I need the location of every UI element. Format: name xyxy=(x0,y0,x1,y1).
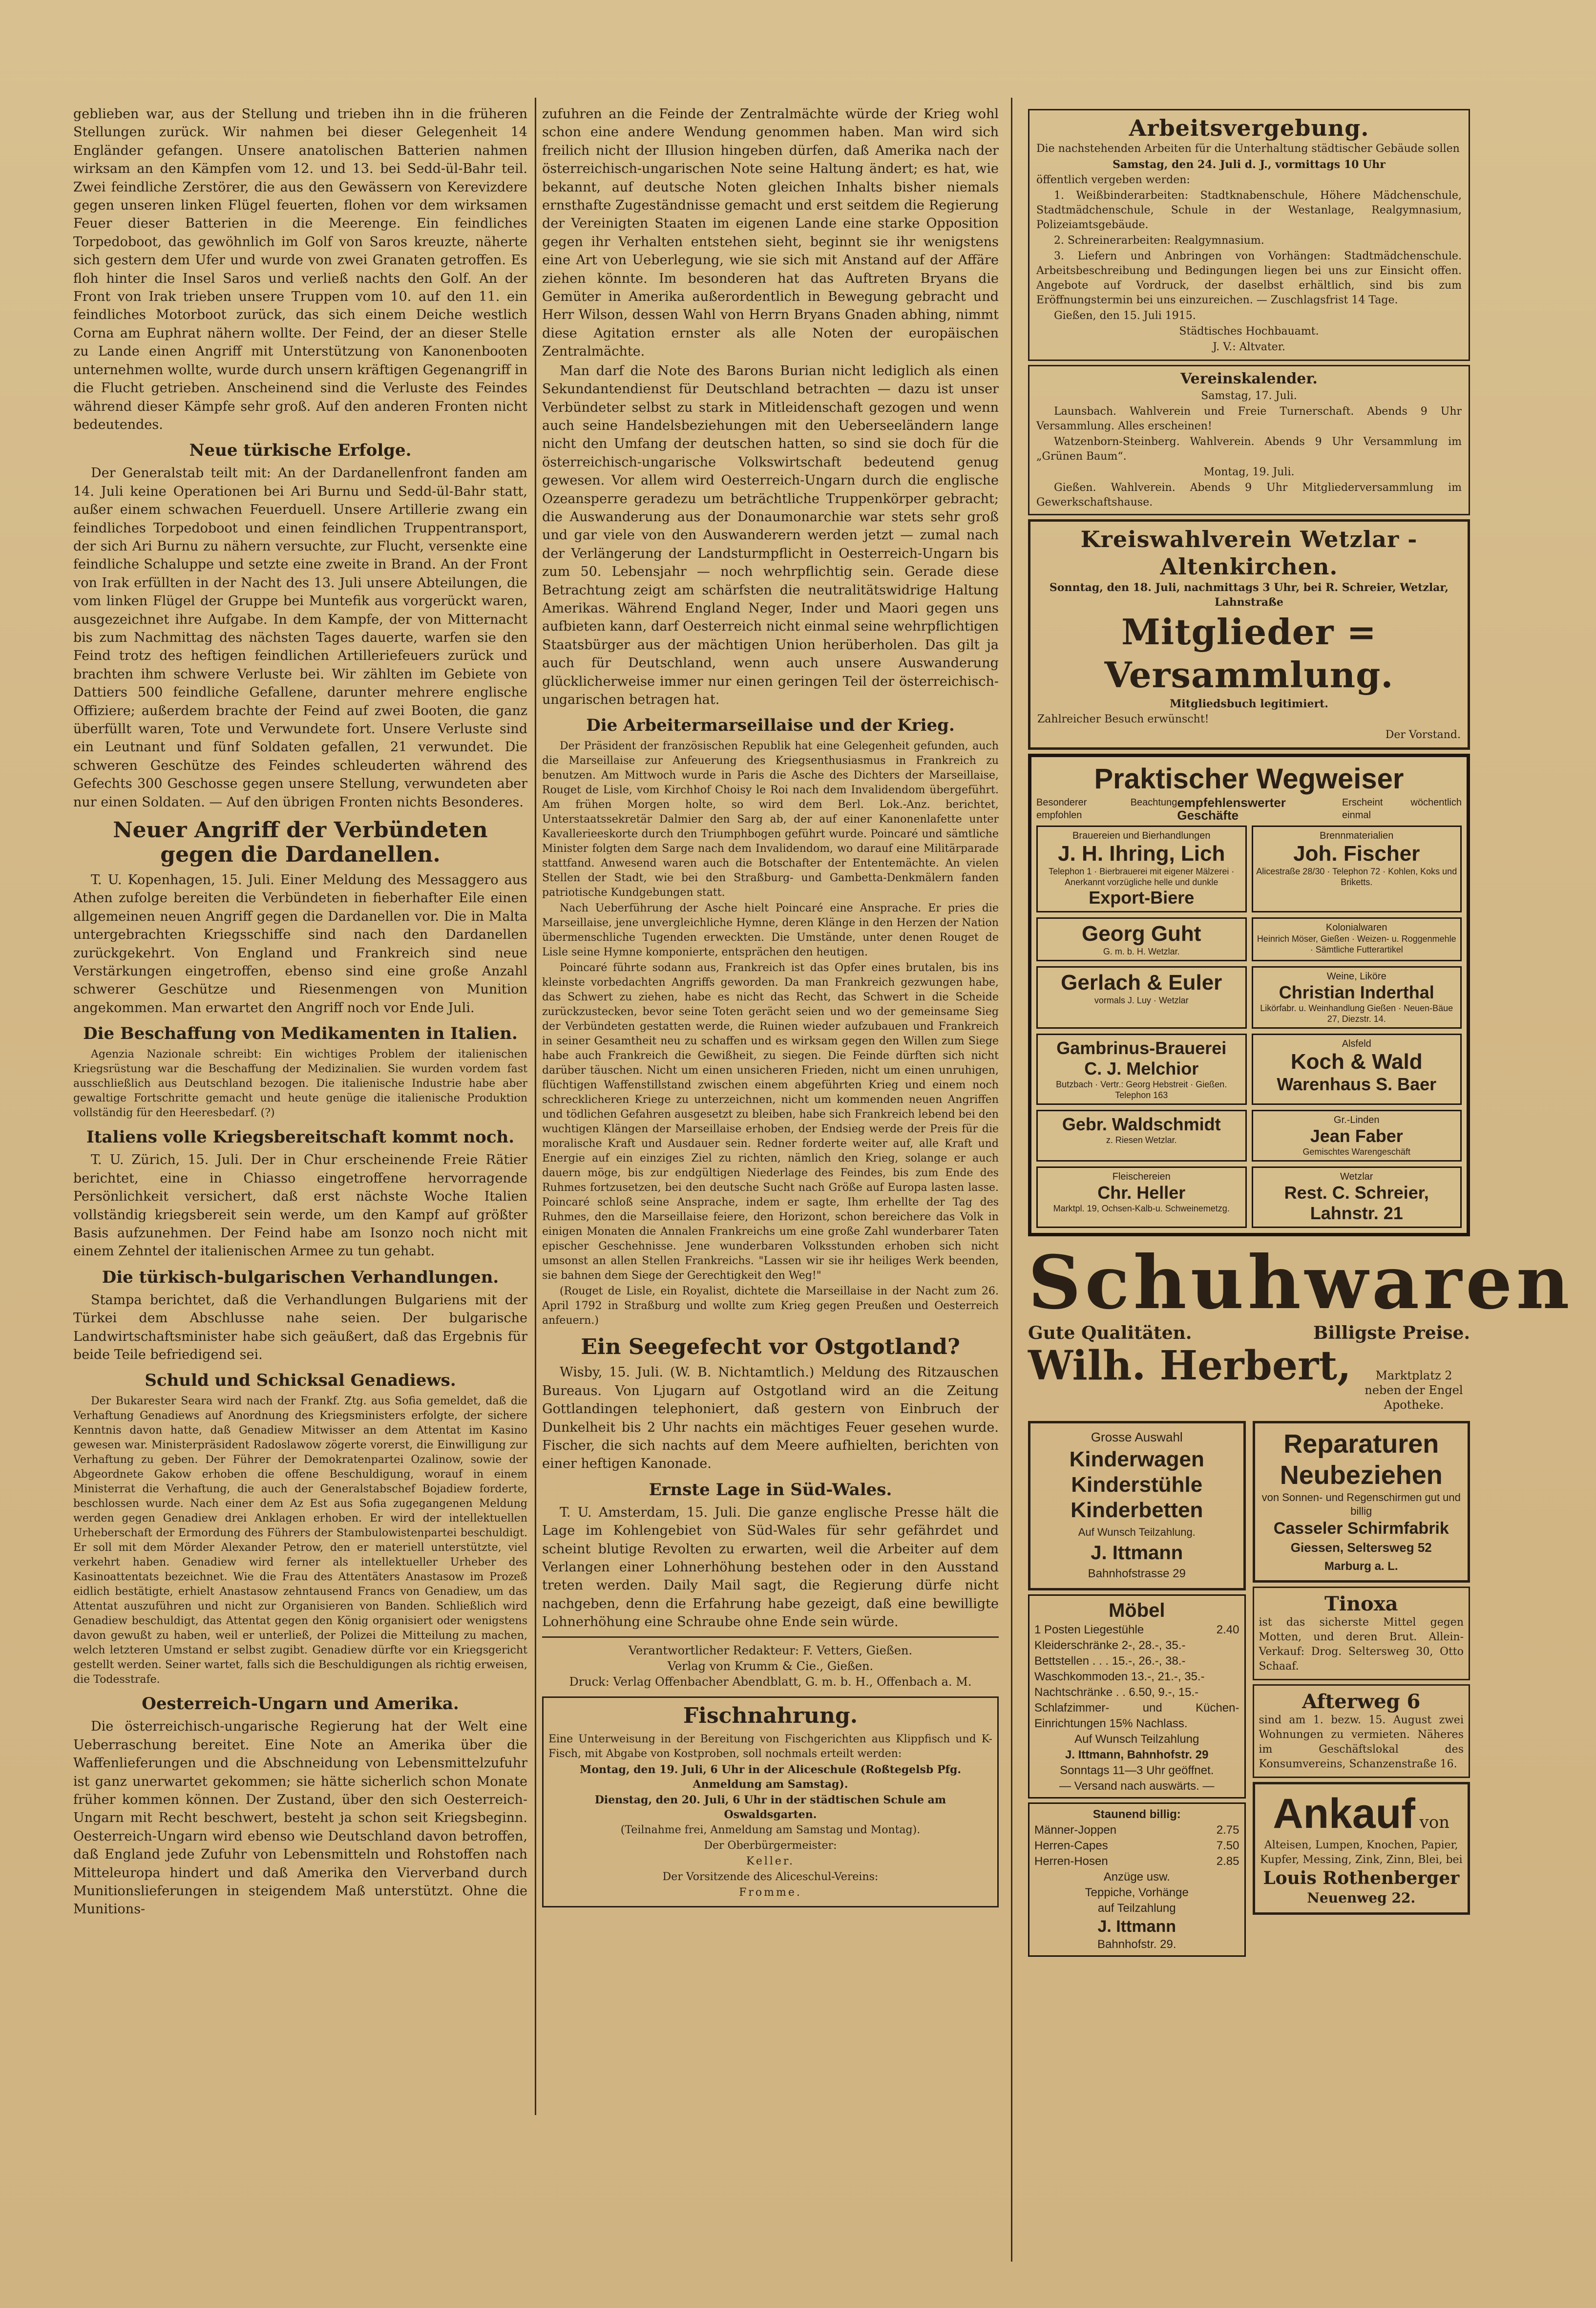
ad-text: von xyxy=(1419,1813,1450,1833)
price-value: 2.85 xyxy=(1216,1854,1239,1868)
ad-slogan-row xyxy=(1028,1324,1470,1342)
notice-signature: Städtisches Hochbauamt. xyxy=(1179,325,1319,338)
ad-company: Wilh. Herbert, xyxy=(1028,1342,1351,1390)
price-row: Schlafzimmer- und Küchen-Einrichtungen 15% Nachlass. xyxy=(1034,1701,1239,1730)
headline: Die Arbeitermarseillaise und der Krieg. xyxy=(586,716,955,736)
article-text: Der Präsident der französischen Republik hat eine Gelegenheit gefunden, auch die Marseillaise zur Anfeuerung des Kriegsenthusiasmus in Frankreich zu benutzen. Am Mittwoch wurde in Paris die Asche des Dichters der Marseillaise, Rouget de Lisle, vom Kirchhof Choisy le Roi nach dem Invalidendom übergeführt. Am frühen Morgen holte, so wird dem Berl. Lok.-Anz. berichtet, Unterstaatssekretär Dalmier den Sarg ab, der auf einer Kanonenlafette unter Kavallerieeskorte durch den Triumphbogen geführt wurde. Poincaré und sämtliche Minister folgten dem Sarge nach dem Invalidendom, wo darauf eine Militärparade stattfand. Anwesend waren auch die Botschafter der Ententemächte. An vielen Stellen der Stadt, wie bei den Straßburg- und Gambetta-Denkmälern fanden patriotische Kundgebungen statt. xyxy=(542,740,999,899)
article-text: geblieben war, aus der Stellung und trieben ihn in die früheren Stellungen zurück. Wir nahmen bei dieser Gelegenheit 14 Engländer gefangen. Unsere anatolischen Batterien nahmen wirksam an den Kämpfen vom 12. und 13. bei Sedd-ül-Bahr teil. Zwei feindliche Zerstörer, die aus den Gewässern von Kerevizdere gegen unseren linken Flügel feuerten, flohen vor dem wirksamen Feuer dieser Batterien in die Meerenge. Ein feindliches Torpedoboot, das gewöhnlich im Golf von Saros kreuzte, näherte sich gestern dem Ufer und wurde von zwei Granaten getroffen. Es floh hinter die Insel Saros und verließ nachts den Golf. An der Front von Irak trieben unsere Truppen vom 10. auf den 11. ein feindliches Motorboot zurück, das sich einem Deiche westlich Corna am Euphrat nähern wollte. Der Feind, der an dieser Stelle zu Lande einen Angriff mit Unterstützung von Kanonenbooten unternehmen wollte, wurde durch unsern kräftigen Gegenangriff in die Flucht getrieben. Anscheinend sind die Verluste des Feindes während dieser Kämpfe sehr groß. Auf den anderen Fronten nicht bedeutendes. xyxy=(73,106,527,432)
entry-category: Gr.-Linden xyxy=(1334,1115,1380,1125)
notice-date: Dienstag, den 20. Juli, 6 Uhr in der städtischen Schule am Oswaldsgarten. xyxy=(594,1793,946,1821)
ad-headline: Mitglieder = Versammlung. xyxy=(1104,611,1394,696)
entry-name: Gambrinus-Brauerei xyxy=(1056,1038,1227,1058)
article-text: Poincaré führte sodann aus, Frankreich ist das Opfer eines brutalen, bis ins kleinste vorbedachten Angriffs geworden. Da man Frankreich gezwungen habe, das Schwert zu ziehen, habe es nicht das Recht, das Schwert in die Scheide zurückzustecken, bevor seine Toten gerächt seien und wo der gemeinsame Sieg der Verbündeten gestatten werde, die Ruinen wieder aufzubauen und Frankreich in seiner Gesamtheit neu zu schaffen und es wirksam gegen den Willen zum Siege habe auch Frankreich die Gewißheit, zu siegen. Die Feinde dürften sich nicht darüber täuschen. Nicht um einen unsicheren Frieden, nicht um einen unruhigen, flüchtigen Waffenstillstand zwischen einem abgeführten Krieg und einem noch schrecklicheren Kriege zu unterzeichnen, nicht um kommenden neuen Angriffen und tödlichen Gefahren ausgesetzt zu bleiben, habe sich Frankreich lebend bei den wuchtigen Klängen der Marseillaise erhoben, der Endsieg werde der Preis für die moralische Kraft und Ausdauer sein. Redner forderte weiter auf, alle Kraft und Energie auf ein einziges Ziel zu richten, nämlich den Krieg, solange er auch dauern möge, bis zur endgültigen Niederlage des Feindes, bis zum Ende des Ruhmes fortzusetzen, bei den deutsche Sucht nach Größe auf Europa lasten lasse. Poincaré schloß seine Ansprache, indem er sagte, Ihm erhellte der Tag des Ruhmes, den die Marseillaise feiere, den Horizont, schon bereichere das Volk in einigen Monaten die Annalen Frankreichs um eine große Zahl wunderbarer Taten epischer Geschehnisse. Jene wunderbaren Volksstunden erhoben sich nicht umsonst an allen Stellen Frankreichs. "Lassen wir sie ihr heiliges Werk beenden, sie bahnen dem Siege der Gerechtigkeit den Weg!" xyxy=(542,962,999,1282)
notice-signature: Der Vorsitzende des Aliceschul-Vereins: xyxy=(662,1870,879,1883)
ad-address: Marktplatz 2 neben der Engel Apotheke. xyxy=(1365,1369,1463,1412)
directory-entry xyxy=(1252,1110,1462,1162)
notice-date: Samstag, den 24. Juli d. J., vormittags 10 Uhr xyxy=(1113,158,1386,171)
price-value: 2.40 xyxy=(1216,1623,1239,1636)
ad-address: Marburg a. L. xyxy=(1324,1559,1398,1573)
entry-name: Koch & Wald xyxy=(1290,1050,1423,1074)
notice-signature: Fromme. xyxy=(739,1886,802,1899)
ad-company: J. Ittmann, Bahnhofstr. 29 xyxy=(1065,1748,1209,1761)
tagline-mid: empfehlenswerter Geschäfte xyxy=(1177,795,1286,823)
directory-entry xyxy=(1252,1034,1462,1105)
ad-slogan: Billigste Preise. xyxy=(1313,1323,1470,1343)
directory-entry xyxy=(1252,826,1462,912)
headline: Neue türkische Erfolge. xyxy=(189,441,412,461)
calendar-entry: Gießen. Wahlverein. Abends 9 Uhr Mitgliederversammlung im Gewerkschaftshause. xyxy=(1036,482,1462,508)
entry-category: Brauereien und Bierhandlungen xyxy=(1072,830,1211,841)
entry-name: Joh. Fischer xyxy=(1293,842,1420,866)
ad-title: Kreiswahlverein Wetzlar - Altenkirchen. xyxy=(1080,526,1418,580)
ad-left-column xyxy=(1028,1417,1246,1956)
headline: Neuer Angriff der Verbündeten gegen die Dardanellen. xyxy=(113,818,488,868)
notice-signature: Der Oberbürgermeister: xyxy=(704,1839,837,1852)
notice-title: Arbeitsvergebung. xyxy=(1129,115,1369,141)
entry-category: Kolonialwaren xyxy=(1325,922,1387,933)
entry-details: Alicestraße 28/30 · Telephon 72 · Kohlen, Koks und Briketts. xyxy=(1256,867,1457,887)
article-text: Man darf die Note des Barons Burian nicht lediglich als einen Sekundantendienst für Deutschland betrachten — dazu ist unser Verbündeter selbst zu stark in Mitleidenschaft gezogen und wenn auch seine Handelsbeziehungen mit den Ueberseeländern lange nicht den Umfang der deutschen hatten, so sind sie doch für die österreichisch-ungarische Volkswirtschaft bedeutend genug gewesen. Vor allem wird Oesterreich-Ungarn durch die englische Ozeansperre geradezu um beträchtliche Truppenkörper gebracht; die Auswanderung aus der Donaumonarchie war stets sehr groß und gar viele von den Auswanderern werden jetzt — zumal nach der Verlängerung der Landsturmpflicht in Oesterreich-Ungarn bis zum 50. Lebensjahr — noch wehrpflichtig sein. Gerade diese Betrachtung zeigt am schärfsten die neutralitätswidrige Haltung Amerikas. Während England Neger, Inder und Maori gegen uns aufbieten kann, darf Oesterreich nicht einmal seine wehrpflichtigen Staatsbürger aus der mächtigen Union herüberholen. Das gilt ja auch für Deutschland, wenn auch unsere Auswanderung glücklicherweise immer nur einen geringen Teil der österreichisch-ungarischen betragen hat. xyxy=(542,363,999,707)
notice-date: Gießen, den 15. Juli 1915. xyxy=(1054,310,1196,322)
notice-text: 1. Weißbinderarbeiten: Stadtknabenschule, Höhere Mädchenschule, Stadtmädchenschule, Schule in der Westanlage, Realgymnasium, Polizeiamtsgebäude. xyxy=(1036,190,1462,231)
price-item: Männer-Joppen xyxy=(1034,1823,1117,1837)
headline: Ernste Lage in Süd-Wales. xyxy=(649,1480,892,1500)
article-text: Wisby, 15. Juli. (W. B. Nichtamtlich.) Meldung des Ritzauschen Bureaus. Von Ljugarn auf Ostgotland wird an die Zeitung Gottlandingen telephoniert, daß gestern von Einbruch der Dunkelheit bis 2 Uhr nachts ein mächtiges Feuer gesehen wurde. Fischer, die sich nachts auf dem Meere aufhielten, berichten von einer heftigen Kanonade. xyxy=(542,1365,999,1472)
article-text: (Rouget de Lisle, ein Royalist, dichtete die Marseillaise in der Nacht zum 26. April 1792 in Straßburg und wollte zum Krieg gegen Preußen und Oesterreich anfeuern.) xyxy=(542,1285,999,1327)
imprint-publisher: Verlag von Krumm & Cie., Gießen. xyxy=(667,1659,874,1673)
notice-text: Eine Unterweisung in der Bereitung von Fischgerichten aus Klippfisch und K-Fisch, mit Abgabe von Kostproben, soll nochmals erteilt werden: xyxy=(548,1733,992,1760)
ad-text: sind am 1. bezw. 15. August zwei Wohnungen zu vermieten. Näheres im Geschäftslokal des Konsumvereins, Schanzenstraße 16. xyxy=(1259,1714,1464,1771)
ad-headline: Afterweg 6 xyxy=(1302,1690,1421,1714)
price-row xyxy=(1034,1838,1239,1854)
arbeitsvergebung-notice xyxy=(1028,109,1470,361)
column-rule xyxy=(535,98,536,2115)
tagline-right: Erscheint wöchentlich einmal xyxy=(1342,797,1462,821)
entry-name: Chr. Heller xyxy=(1097,1183,1186,1203)
ad-text: Sonntags 11—3 Uhr geöffnet. xyxy=(1060,1763,1214,1777)
directory-entry xyxy=(1036,966,1247,1029)
entry-details: G. m. b. H. Wetzlar. xyxy=(1103,947,1180,956)
entry-name: Georg Guht xyxy=(1082,922,1201,946)
entry-details: Gemischtes Warengeschäft xyxy=(1302,1147,1410,1157)
price-item: Nachtschränke . . 6.50, 9.-, 15.- xyxy=(1034,1685,1199,1699)
calendar-entry: Watzenborn-Steinberg. Wahlverein. Abends 9 Uhr Versammlung im „Grünen Baum“. xyxy=(1036,436,1462,463)
article-text: Nach Ueberführung der Asche hielt Poincaré eine Ansprache. Er pries die Marseillaise, jene unvergleichliche Hymne, deren Klänge in den Herzen der Nation übermenschliche Tugenden erweckten. Die Umstände, unter denen Rouget de Lisle seine Hymne komponierte, entsprächen den heutigen. xyxy=(542,902,999,959)
ad-text: ist das sicherste Mittel gegen Motten, und deren Brut. Allein-Verkauf: Drog. Seltersweg 30, Otto Schaaf. xyxy=(1259,1616,1464,1673)
tinoxa-ad xyxy=(1253,1587,1470,1680)
article-text: T. U. Amsterdam, 15. Juli. Die ganze englische Presse hält die Lage im Kohlengebiet von Süd-Wales für sehr gefährdet und scheint blutige Revolten zu erwarten, weil die Arbeiter auf dem Verlangen einer Lohnerhöhung bestehen oder in den Ausstand treten werden. Daily Mail sagt, die Regierung dürfe nicht nachgeben, denn die Erfahrung habe gezeigt, daß eine bewilligte Lohnerhöhung eine Schraube ohne Ende sein würde. xyxy=(542,1504,999,1630)
price-item: Bettstellen . . . 15.-, 26.-, 38.- xyxy=(1034,1654,1186,1668)
price-item: Herren-Capes xyxy=(1034,1839,1108,1852)
directory-tagline xyxy=(1036,796,1462,822)
ad-grid xyxy=(1028,1417,1470,1956)
price-row xyxy=(1034,1685,1239,1700)
headline: Schuld und Schicksal Genadiews. xyxy=(145,1371,456,1391)
ad-company: Casseler Schirmfabrik xyxy=(1273,1519,1449,1538)
column-rule xyxy=(1011,98,1012,2262)
ankauf-ad xyxy=(1253,1782,1470,1914)
directory-entry xyxy=(1252,1166,1462,1228)
ad-slogan: Gute Qualitäten. xyxy=(1028,1323,1192,1343)
directory-grid xyxy=(1036,826,1462,1228)
ad-headline: Kinderbetten xyxy=(1071,1498,1203,1522)
vereinskalender xyxy=(1028,365,1470,515)
entry-details: Telephon 1 · Bierbrauerei mit eigener Mälzerei · Anerkannt vorzügliche helle und dunkle xyxy=(1049,867,1235,887)
ad-headline: Kinderstühle xyxy=(1071,1472,1203,1497)
ad-text: Grosse Auswahl xyxy=(1091,1430,1183,1445)
staunend-billig-ad xyxy=(1028,1802,1246,1957)
price-item: Waschkommoden 13.-, 21.-, 35.- xyxy=(1034,1670,1205,1683)
entry-name: J. H. Ihring, Lich xyxy=(1058,842,1225,866)
headline: Die türkisch-bulgarischen Verhandlungen. xyxy=(102,1267,499,1287)
kreiswahlverein-ad xyxy=(1028,519,1470,750)
ad-text: — Versand nach auswärts. — xyxy=(1059,1779,1215,1793)
column-2 xyxy=(542,105,999,1911)
entry-name: Christian Inderthal xyxy=(1279,982,1434,1002)
divider xyxy=(542,1636,999,1638)
ad-headline: Schuhwaren xyxy=(1028,1240,1574,1326)
ad-text: Zahlreicher Besuch erwünscht! xyxy=(1037,713,1209,725)
article-text: T. U. Kopenhagen, 15. Juli. Einer Meldung des Messaggero aus Athen zufolge bereiten die Verbündeten in fieberhafter Eile einen allgemeinen neuen Angriff gegen die Dardanellen vor. Die in Malta untergebrachten Kriegsschiffe sind nach den Dardanellen zurückgekehrt. Von England und Frankreich sind neue Verstärkungen eingetroffen, ebenso sind eine große Anzahl schwerer Geschütze und Riesenmengen von Munition angekommen. Man erwartet den Angriff noch vor Ende Juli. xyxy=(73,872,527,1016)
ad-text: auf Teilzahlung xyxy=(1097,1901,1176,1915)
headline: Die Beschaffung von Medikamenten in Italien. xyxy=(83,1024,518,1044)
directory-title: Praktischer Wegweiser xyxy=(1094,763,1404,795)
entry-details: Heinrich Möser, Gießen · Weizen- u. Roggenmehle · Sämtliche Futterartikel xyxy=(1257,934,1456,954)
entry-name: Gerlach & Euler xyxy=(1061,971,1222,995)
price-value: 2.75 xyxy=(1216,1823,1239,1837)
schuhwaren-ad xyxy=(1028,1240,1574,1412)
column-3 xyxy=(1028,105,1574,1957)
entry-name: C. J. Melchior xyxy=(1084,1059,1199,1079)
wegweiser-directory xyxy=(1028,754,1470,1236)
ad-headline-row xyxy=(1260,1789,1463,1838)
ad-address: Neuenweg 22. xyxy=(1307,1890,1416,1906)
imprint xyxy=(542,1643,999,1690)
ad-company: J. Ittmann xyxy=(1097,1917,1176,1936)
tagline-left: Besonderer Beachtung empfohlen xyxy=(1036,797,1177,821)
calendar-entry: Launsbach. Wahlverein und Freie Turnerschaft. Abends 9 Uhr Versammlung. Alles erscheinen! xyxy=(1036,405,1462,432)
notice-text: 3. Liefern und Anbringen von Vorhängen: Stadtmädchenschule. Arbeitsbeschreibung und Bedingungen liegen bei uns zur Einsicht offen. Angebote auf Vordruck, der daselbst erhältlich, sind bis zum Eröffnungstermin bei uns einzureichen. — Zuschlagsfrist 14 Tage. xyxy=(1036,250,1462,306)
price-row xyxy=(1034,1854,1239,1869)
ad-text: Mitgliedsbuch legitimiert. xyxy=(1170,698,1328,710)
calendar-date: Samstag, 17. Juli. xyxy=(1201,390,1297,402)
ad-text: Alteisen, Lumpen, Knochen, Papier, Kupfer, Messing, Zink, Zinn, Blei, bei xyxy=(1260,1839,1463,1866)
price-row xyxy=(1034,1622,1239,1638)
ad-headline: Möbel xyxy=(1108,1599,1165,1621)
ad-name-row xyxy=(1028,1342,1470,1412)
entry-details: Marktpl. 19, Ochsen-Kalb-u. Schweinemetzg. xyxy=(1053,1204,1230,1213)
entry-category: Wetzlar xyxy=(1340,1171,1373,1182)
price-value: 7.50 xyxy=(1216,1839,1239,1852)
ad-text: Auf Wunsch Teilzahlung. xyxy=(1078,1525,1196,1538)
directory-entry xyxy=(1036,1034,1247,1105)
imprint-editor: Verantwortlicher Redakteur: F. Vetters, Gießen. xyxy=(628,1643,913,1657)
ad-headline: Ankauf xyxy=(1273,1790,1415,1838)
entry-name: Rest. C. Schreier, Lahnstr. 21 xyxy=(1284,1183,1429,1223)
article-text: Der Bukarester Seara wird nach der Frankf. Ztg. aus Sofia gemeldet, daß die Verhaftung Genadiews auf Anordnung des Kriegsministers erfolgte, der sichere Kenntnis davon hatte, daß Genadiew Mitwisser an dem Attentat im Kasino gewesen war. Ministerpräsident Radoslawow zögerte vorerst, die Einwilligung zur Verhaftung zu geben. Der Führer der Demokratenpartei Ozalinow, sowie der Abgeordnete Gakow erhoben die offene Beschuldigung, worauf in einem Ministerrat die Verhaftung, die auch der Generalstabschef Bojadiew forderte, beschlossen wurde. Nach einer dem Az Est aus Sofia zugegangenen Meldung werden gegen Genadiew drei Anklagen erhoben. Er wird der intellektuellen Urheberschaft der Ermordung des Führers der Stambulowistenpartei beschuldigt. Er soll mit dem Mörder Alexander Petrow, den er materiell unterstützte, viel verkehrt haben. Genadiew wird ferner als intellektueller Urheber des Kasinoattentats bezeichnet. Wie die Frau des Attentäters Anastasow im Prozeß eidlich bestätigte, erhielt Anastasow zehntausend Francs von Genadiew, um das Attentat auszuführen und nicht zur Organisieren von Banden. Schließlich wird Genadiew beschuldigt, das Attentat gegen den König organisiert oder wenigstens davon gewußt zu haben, weil er unterließ, der Polizei die Mitteilung zu machen, welch letzteren Umstand er selbst zugibt. Genadiew dürfte vor ein Kriegsgericht gestellt werden. Seiner wartet, falls sich die Beschuldigungen als richtig erweisen, die Todesstrafe. xyxy=(73,1395,527,1686)
ad-signature: Der Vorstand. xyxy=(1385,729,1461,741)
ad-text: Auf Wunsch Teilzahlung xyxy=(1074,1732,1199,1746)
price-row xyxy=(1034,1822,1239,1838)
ad-headline: Tinoxa xyxy=(1324,1592,1398,1616)
entry-product: Export-Biere xyxy=(1089,888,1195,908)
directory-entry xyxy=(1036,917,1247,961)
headline: Oesterreich-Ungarn und Amerika. xyxy=(142,1694,459,1714)
price-item: Herren-Hosen xyxy=(1034,1854,1108,1868)
article-text: zufuhren an die Feinde der Zentralmächte würde der Krieg wohl schon eine andere Wendung genommen haben. Man wird sich freilich nicht der Illusion hingeben dürfen, daß Amerika nach der österreichisch-ungarischen Note seine Haltung ändert; es hat, wie bekannt, auf deutsche Noten gleichen Inhalts bisher niemals ernsthafte Zugeständnisse gemacht und erst seitdem die Regierung der Vereinigten Staaten im eigenen Lande eine starke Opposition gegen ihr Verhalten entstehen sieht, beginnt sie ihr wenigstens eine Art von Ueberlegung, wie sie sich mit Anstand auf der Affäre ziehen könnte. Im besonderen hat das Auftreten Bryans die Gemüter in Amerika außerordentlich in Bewegung gebracht und Herr Wilson, dessen Wahl von Herrn Bryans Gnaden abhing, nimmt diese Agitation ernster als alle Noten der europäischen Zentralmächte. xyxy=(542,106,999,360)
kinderwagen-ad xyxy=(1028,1421,1246,1590)
calendar-date: Montag, 19. Juli. xyxy=(1203,466,1295,478)
afterweg-ad xyxy=(1253,1684,1470,1778)
entry-category: Fleischereien xyxy=(1112,1171,1171,1182)
entry-details: z. Riesen Wetzlar. xyxy=(1106,1135,1177,1145)
price-item: Kleiderschränke 2-, 28.-, 35.- xyxy=(1034,1638,1186,1652)
ad-text: Anzüge usw. xyxy=(1103,1870,1170,1884)
entry-category: Alsfeld xyxy=(1342,1038,1371,1049)
article-text: T. U. Zürich, 15. Juli. Der in Chur erscheinende Freie Rätier berichtet, eine in Chiasso eingetroffene hervorragende Persönlichkeit versichert, daß erst nächste Woche Italien vollständig kriegsbereit sein werde, um den Kampf auf größter Basis aufzunehmen. Der Feind habe am Isonzo noch nicht mit einem Zehntel der italienischen Armee zu tun gehabt. xyxy=(73,1152,527,1259)
ad-headline: Staunend billig: xyxy=(1092,1807,1181,1821)
notice-title: Vereinskalender. xyxy=(1180,370,1318,387)
ad-headline: Reparaturen xyxy=(1283,1429,1439,1459)
ad-text: von Sonnen- und Regenschirmen gut und billig xyxy=(1261,1491,1461,1518)
ad-address: Bahnhofstr. 29. xyxy=(1097,1937,1176,1951)
directory-entry xyxy=(1252,966,1462,1029)
price-row xyxy=(1034,1669,1239,1685)
ad-headline: Neubeziehen xyxy=(1280,1461,1443,1490)
ad-address: Bahnhofstrasse 29 xyxy=(1088,1567,1186,1581)
price-item: 1 Posten Liegestühle xyxy=(1034,1623,1144,1636)
ad-text: Teppiche, Vorhänge xyxy=(1085,1885,1189,1899)
notice-signature: Keller. xyxy=(746,1855,795,1867)
entry-details: Butzbach · Vertr.: Georg Hebstreit · Gießen. Telephon 163 xyxy=(1056,1080,1227,1100)
entry-name: Jean Faber xyxy=(1310,1126,1403,1146)
entry-name: Gebr. Waldschmidt xyxy=(1062,1114,1221,1134)
ad-address: Giessen, Seltersweg 52 xyxy=(1290,1540,1432,1555)
column-1 xyxy=(73,105,527,1920)
entry-details: vormals J. Luy · Wetzlar xyxy=(1094,995,1189,1005)
notice-signature: J. V.: Altvater. xyxy=(1213,341,1285,353)
article-text: Stampa berichtet, daß die Verhandlungen Bulgariens mit der Türkei dem Abschlusse nahe seien. Der bulgarische Landwirtschaftsminister habe sich geäußert, daß das Ergebnis für beide Teile befriedigend sei. xyxy=(73,1292,527,1362)
notice-title: Fischnahrung. xyxy=(683,1703,858,1728)
headline: Italiens volle Kriegsbereitschaft kommt noch. xyxy=(86,1127,515,1147)
article-text: Agenzia Nazionale schreibt: Ein wichtiges Problem der italienischen Kriegsrüstung war die Beschaffung der Medizinalien. Sie wurden vordem fast ausschließlich aus Deutschland bezogen. Die italienische Industrie habe aber gewaltige Fortschritte gemacht und heute genüge die italienische Produktion vollständig für den Heeresbedarf. (?) xyxy=(73,1048,527,1120)
article-text: Die österreichisch-ungarische Regierung hat der Welt eine Ueberraschung bereitet. Eine Note an Amerika über die Waffenlieferungen und die Abschneidung von Lebensmittelzufuhr ist ganz unerwartet gekommen; sie hätte sicherlich schon Monate früher kommen können. Der Zustand, über den sich Oesterreich-Ungarn mit Recht beschwert, besteht ja schon seit Kriegsbeginn. Oesterreich-Ungarn wird ebenso wie Deutschland davon betroffen, daß England jede Zufuhr von Lebensmitteln und Rohstoffen nach Mitteleuropa hindert und daß Amerika den Vierverband durch Munitionslieferungen in steigendem Maß unterstützt. Ohne die Munitions- xyxy=(73,1719,527,1917)
moebel-ad xyxy=(1028,1594,1246,1799)
ad-company: Louis Rothenberger xyxy=(1263,1868,1460,1889)
entry-category: Weine, Liköre xyxy=(1326,971,1386,982)
entry-details: Likörfabr. u. Weinhandlung Gießen · Neuen-Bäue 27, Diezstr. 14. xyxy=(1260,1003,1453,1024)
price-row xyxy=(1034,1653,1239,1669)
notice-date: Montag, den 19. Juli, 6 Uhr in der Aliceschule (Roßtegelsb Pfg. Anmeldung am Samstag). xyxy=(580,1763,961,1791)
reparaturen-ad xyxy=(1253,1421,1470,1583)
directory-entry xyxy=(1036,826,1247,912)
directory-entry xyxy=(1252,917,1462,961)
imprint-printer: Druck: Verlag Offenbacher Abendblatt, G. m. b. H., Offenbach a. M. xyxy=(569,1674,972,1689)
ad-headline: Kinderwagen xyxy=(1069,1447,1204,1471)
article-text: Der Generalstab teilt mit: An der Dardanellenfront fanden am 14. Juli keine Operationen bei Ari Burnu und Sedd-ül-Bahr statt, außer einem schwachen Feuerduell. Unsere Artillerie zwang ein feindliches Torpedoboot und einen feindlichen Truppentransport, der sich Ari Burnu zu nähern versuchte, zur Flucht, versenkte eine feindliche Schaluppe und setzte eine zweite in Brand. An der Front von Irak erfüllten in der Nacht des 13. Juli unsere Abteilungen, die vom linken Flügel der Gruppe bei Muntefik aus vorgerückt waren, ausgezeichnet ihre Aufgabe. In dem Kampfe, der von Mitternacht bis zum Nachmittag des nächsten Tages dauerte, warfen sie den Feind trotz des heftigen feindlichen Artilleriefeuers zurück und brachten ihm schwere Verluste bei. Wir zählten im Gebiete von Dattiers 500 feindliche Gefallene, darunter mehrere englische Offiziere; außerdem brachte der Feind auf zwei Booten, die ganz überfüllt waren, Tote und Verwundete fort. Unsere Verluste sind ein Leutnant und fünf Soldaten gefallen, 21 verwundet. Die schweren Geschütze des Feindes schleuderten während des Gefechts 300 Geschosse gegen unsere Stellung, verwundeten aber nur einen Soldaten. — Auf den übrigen Fronten nichts Besonderes. xyxy=(73,466,527,810)
notice-text: öffentlich vergeben werden: xyxy=(1036,174,1190,186)
directory-entry xyxy=(1036,1110,1247,1162)
notice-text: Die nachstehenden Arbeiten für die Unterhaltung städtischer Gebäude sollen xyxy=(1036,143,1460,155)
ad-company: J. Ittmann xyxy=(1091,1542,1183,1564)
headline: Ein Seegefecht vor Ostgotland? xyxy=(581,1334,960,1360)
entry-details: Warenhaus S. Baer xyxy=(1277,1074,1437,1094)
notice-text: 2. Schreinerarbeiten: Realgymnasium. xyxy=(1054,234,1264,247)
fischnahrung-notice xyxy=(542,1696,999,1907)
entry-category: Brennmaterialien xyxy=(1320,830,1394,841)
ad-right-column xyxy=(1253,1417,1470,1956)
ad-text: Sonntag, den 18. Juli, nachmittags 3 Uhr, bei R. Schreier, Wetzlar, Lahnstraße xyxy=(1049,581,1449,609)
price-row xyxy=(1034,1638,1239,1653)
directory-entry xyxy=(1036,1166,1247,1228)
notice-text: (Teilnahme frei, Anmeldung am Samstag und Montag). xyxy=(620,1823,921,1836)
